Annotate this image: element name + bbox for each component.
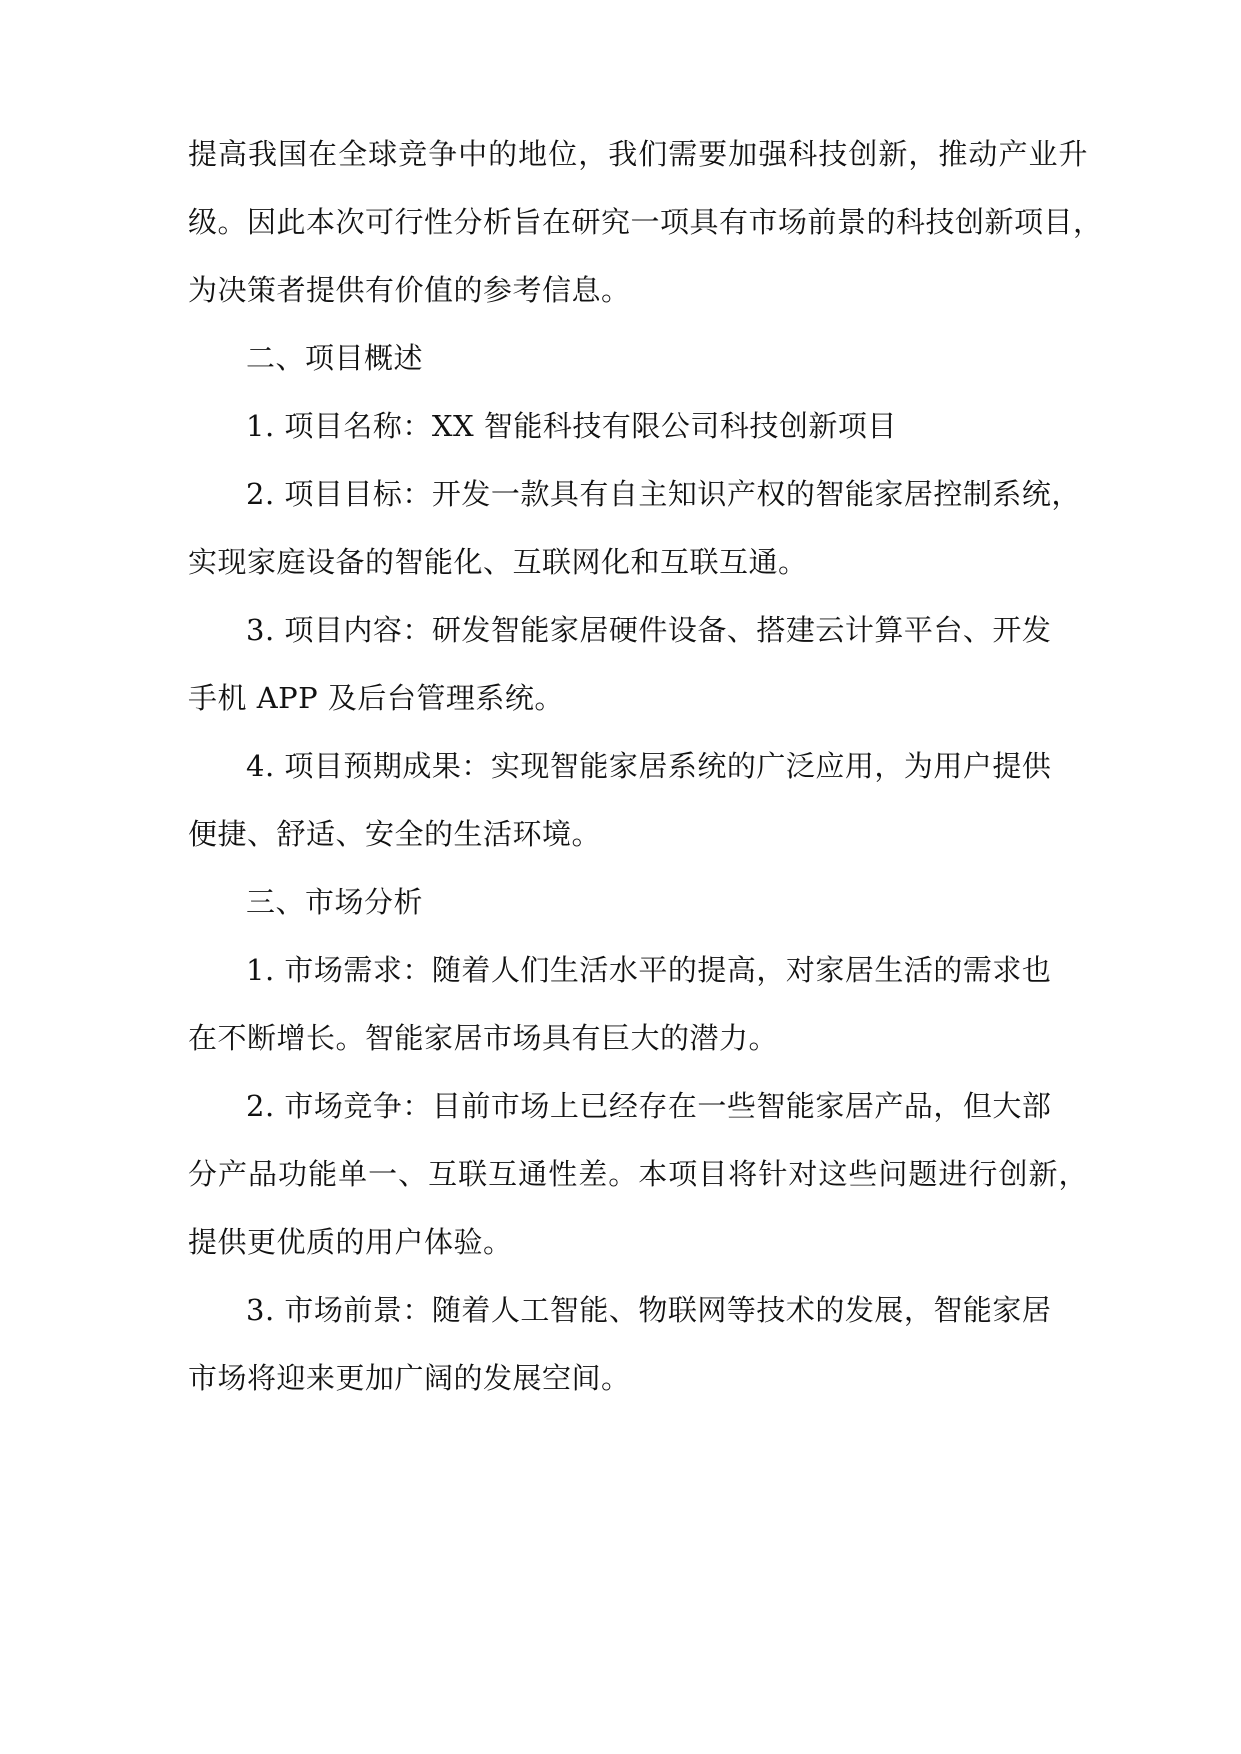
overview-item-4-line-1: 4. 项目预期成果：实现智能家居系统的广泛应用，为用户提供	[246, 749, 1052, 783]
overview-item-3-line-1: 3. 项目内容：研发智能家居硬件设备、搭建云计算平台、开发	[246, 613, 1052, 647]
market-item-3-line-1: 3. 市场前景：随着人工智能、物联网等技术的发展，智能家居	[246, 1293, 1052, 1327]
overview-item-1: 1. 项目名称：XX 智能科技有限公司科技创新项目	[246, 409, 897, 443]
section-heading-project-overview: 二、项目概述	[246, 341, 424, 375]
market-item-2-line-3: 提供更优质的用户体验。	[188, 1225, 513, 1259]
overview-item-2-line-1: 2. 项目目标：开发一款具有自主知识产权的智能家居控制系统，	[246, 477, 1081, 511]
market-item-2-line-1: 2. 市场竞争：目前市场上已经存在一些智能家居产品，但大部	[246, 1089, 1052, 1123]
market-item-1-line-2: 在不断增长。智能家居市场具有巨大的潜力。	[188, 1021, 779, 1055]
section-heading-market-analysis: 三、市场分析	[246, 885, 424, 919]
paragraph-intro-line-1: 提高我国在全球竞争中的地位，我们需要加强科技创新，推动产业升	[188, 137, 1088, 171]
overview-item-3-line-2: 手机 APP 及后台管理系统。	[188, 681, 564, 715]
overview-item-4-line-2: 便捷、舒适、安全的生活环境。	[188, 817, 602, 851]
market-item-1-line-1: 1. 市场需求：随着人们生活水平的提高，对家居生活的需求也	[246, 953, 1052, 987]
market-item-3-line-2: 市场将迎来更加广阔的发展空间。	[188, 1361, 631, 1395]
paragraph-intro-line-2: 级。因此本次可行性分析旨在研究一项具有市场前景的科技创新项目，	[188, 205, 1103, 239]
paragraph-intro-line-3: 为决策者提供有价值的参考信息。	[188, 273, 631, 307]
market-item-2-line-2: 分产品功能单一、互联互通性差。本项目将针对这些问题进行创新，	[188, 1157, 1088, 1191]
overview-item-2-line-2: 实现家庭设备的智能化、互联网化和互联互通。	[188, 545, 808, 579]
